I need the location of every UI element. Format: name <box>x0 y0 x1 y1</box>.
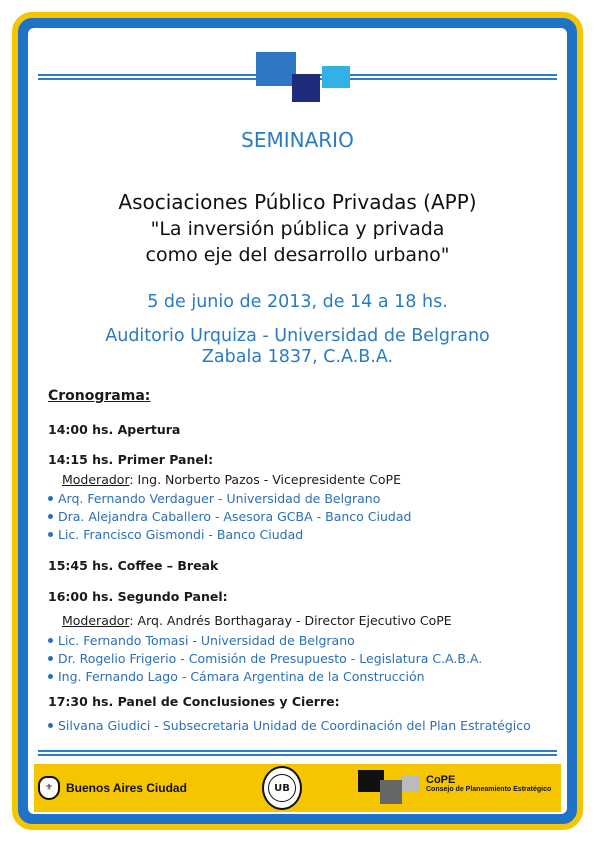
footer-logos-band <box>34 764 561 812</box>
page-frame <box>12 12 583 830</box>
list-item: Arq. Fernando Verdaguer - Universidad de Belgrano <box>48 491 380 506</box>
list-item: Dra. Alejandra Caballero - Asesora GCBA - Banco Ciudad <box>48 509 411 524</box>
logo-square-cyan <box>322 66 350 88</box>
cope-logo-icon <box>358 770 418 806</box>
event-date: 5 de junio de 2013, de 14 a 18 hs. <box>147 292 448 312</box>
buenos-aires-label: Buenos Aires Ciudad <box>66 781 187 795</box>
cope-name: CoPE <box>426 774 456 786</box>
event-subtitle-line1: "La inversión pública y privada <box>150 218 445 240</box>
schedule-break: 15:45 hs. Coffee – Break <box>48 558 219 573</box>
cope-subtitle: Consejo de Planeamiento Estratégico <box>426 786 552 793</box>
page-content <box>28 28 567 814</box>
logo-square-navy <box>292 74 320 102</box>
list-item: Dr. Rogelio Frigerio - Comisión de Presupuesto - Legislatura C.A.B.A. <box>48 651 482 666</box>
event-subtitle-line2: como eje del desarrollo urbano" <box>145 244 450 266</box>
panel2-moderator: Moderador: Arq. Andrés Borthagaray - Director Ejecutivo CoPE <box>62 613 452 628</box>
event-venue: Auditorio Urquiza - Universidad de Belgrano <box>105 326 490 346</box>
closing-title: 17:30 hs. Panel de Conclusiones y Cierre: <box>48 694 340 709</box>
event-title: Asociaciones Público Privadas (APP) <box>118 190 477 214</box>
cope-text <box>426 774 551 793</box>
schedule-opening: 14:00 hs. Apertura <box>48 422 181 437</box>
buenos-aires-logo <box>38 774 187 802</box>
list-item: Lic. Fernando Tomasi - Universidad de Belgrano <box>48 633 355 648</box>
university-seal-icon: UB <box>262 766 302 810</box>
logo-square-blue <box>256 52 296 86</box>
city-seal-icon: ⚜ <box>38 776 60 800</box>
list-item: Ing. Fernando Lago - Cámara Argentina de la Construcción <box>48 669 425 684</box>
panel1-moderator: Moderador: Ing. Norberto Pazos - Vicepresidente CoPE <box>62 472 401 487</box>
panel1-title: 14:15 hs. Primer Panel: <box>48 452 214 467</box>
schedule-heading: Cronograma: <box>48 388 151 404</box>
bottom-rule <box>38 750 557 756</box>
seminar-label: SEMINARIO <box>241 128 354 152</box>
panel2-title: 16:00 hs. Segundo Panel: <box>48 589 228 604</box>
event-address: Zabala 1837, C.A.B.A. <box>201 347 394 367</box>
list-item: Silvana Giudici - Subsecretaria Unidad de Coordinación del Plan Estratégico <box>48 718 531 733</box>
list-item: Lic. Francisco Gismondi - Banco Ciudad <box>48 527 303 542</box>
cope-squares-logo <box>256 48 356 98</box>
